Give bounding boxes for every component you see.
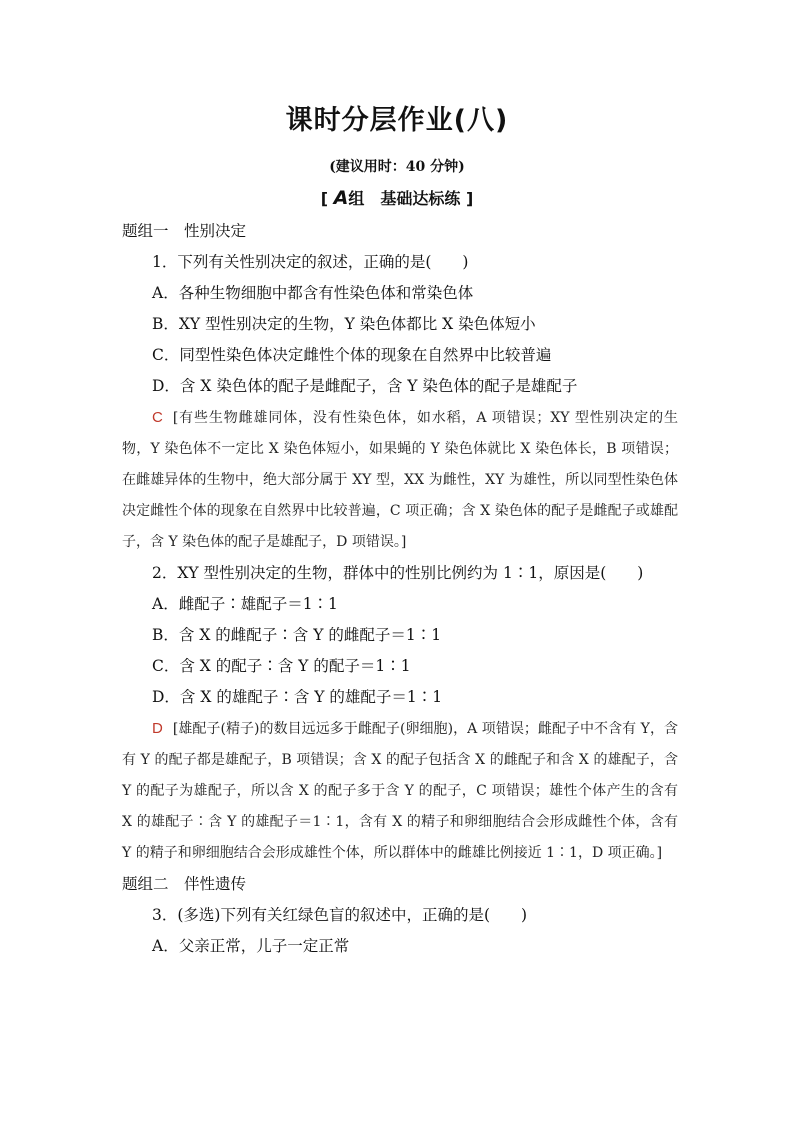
- question-2-stem: 2．XY 型性别决定的生物，群体中的性别比例约为 1∶1，原因是( ): [152, 564, 644, 582]
- answer-explanation: [雄配子(精子)的数目远远多于雌配子(卵细胞)，A 项错误；雌配子中不含有 Y，含有 Y 的配子都是雄配子，B 项错误；含 X 的配子包括含 X 的雌配子和含 X 的雄配子，含 Y 的配子为雄配子，所以含 X 的配子多于含 Y 的配子，C 项错误；雄性个体产生的含有 X 的雄配子∶含 Y 的雄配子＝1∶1，含有 X 的精子和卵细胞结合会形成雌性个体，含有 Y 的精子和卵细胞结合会形成雄性个体，所以群体中的雌雄比例接近 1∶1，D 项正确。]: [122, 721, 678, 861]
- group-badge: A: [333, 187, 349, 209]
- question-3-stem: 3．(多选)下列有关红绿色盲的叙述中，正确的是( ): [152, 906, 528, 924]
- answer-letter: D: [152, 720, 163, 737]
- group-header: [0, 186, 794, 209]
- question-1-option-d: D．含 X 染色体的配子是雌配子，含 Y 染色体的配子是雄配子: [152, 377, 578, 395]
- group-bracket-open: [: [320, 189, 329, 208]
- worksheet-content: [122, 216, 678, 962]
- question-2-option-a: A．雌配子∶雄配子＝1∶1: [152, 595, 338, 613]
- question-2-option-c: C．含 X 的配子∶含 Y 的配子＝1∶1: [152, 657, 411, 675]
- group-bracket-close: ]: [465, 189, 474, 208]
- answer-letter: C: [152, 409, 163, 426]
- answer-explanation: [有些生物雌雄同体，没有性染色体，如水稻，A 项错误；XY 型性别决定的生物，Y 染色体不一定比 X 染色体短小，如果蝇的 Y 染色体就比 X 染色体长，B 项错误；在雌雄异体的生物中，绝大部分属于 XY 型，XX 为雌性，XY 为雄性，所以同型性染色体决定雌性个体的现象在自然界中比较普遍，C 项正确；含 X 染色体的配子是雌配子或雄配子，含 Y 染色体的配子是雄配子，D 项错误。]: [122, 410, 678, 550]
- section-heading-1: 题组一 性别决定: [122, 222, 247, 240]
- suggested-time: (建议用时：40 分钟): [329, 159, 465, 175]
- question-1-option-a: A．各种生物细胞中都含有性染色体和常染色体: [152, 284, 474, 302]
- section-heading-2: 题组二 伴性遗传: [122, 875, 247, 893]
- question-1-answer: [122, 402, 678, 558]
- question-1-stem: 1．下列有关性别决定的叙述，正确的是( ): [152, 253, 469, 271]
- question-2-option-b: B．含 X 的雌配子∶含 Y 的雌配子＝1∶1: [152, 626, 442, 644]
- question-1-option-c: C．同型性染色体决定雌性个体的现象在自然界中比较普遍: [152, 346, 552, 364]
- question-3-option-a: A．父亲正常，儿子一定正常: [152, 937, 350, 955]
- question-1-option-b: B．XY 型性别决定的生物，Y 染色体都比 X 染色体短小: [152, 315, 536, 333]
- question-2-answer: [122, 713, 678, 869]
- group-label: 组 基础达标练: [348, 189, 461, 208]
- page-title: 课时分层作业(八): [285, 105, 509, 136]
- question-2-option-d: D．含 X 的雄配子∶含 Y 的雄配子＝1∶1: [152, 688, 443, 706]
